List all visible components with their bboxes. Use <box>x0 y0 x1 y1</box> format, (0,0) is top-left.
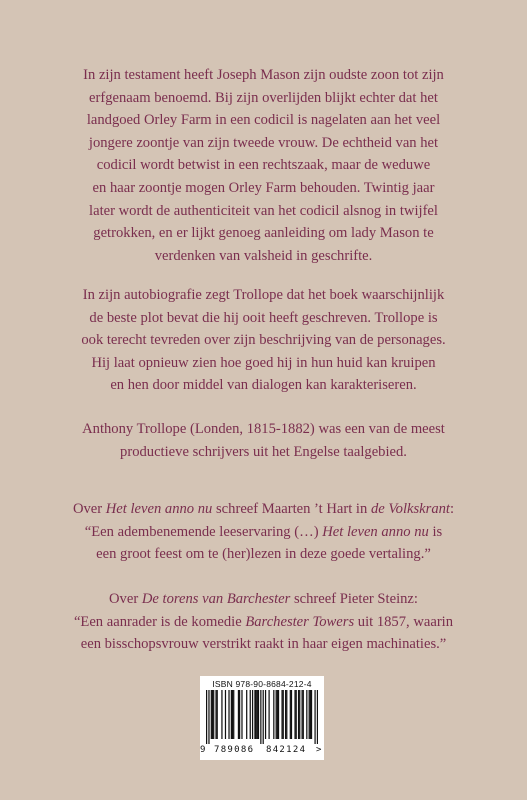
barcode-bar <box>221 690 222 739</box>
isbn-label: ISBN 978-90-8684-212-4 <box>212 679 312 689</box>
book-title: De torens van Barchester <box>141 591 291 607</box>
barcode-bar <box>306 690 307 739</box>
synopsis-line: landgoed Orley Farm in een codicil is nagelaten aan het veel <box>86 112 441 129</box>
text-run: “Een adembenemende leeservaring (…) <box>84 523 323 540</box>
book-title: Het leven anno nu <box>105 501 213 517</box>
barcode-bar <box>273 690 274 739</box>
barcode-bar <box>285 690 286 739</box>
barcode-bar <box>252 690 253 739</box>
autobiography-line: en hen door middel van dialogen kan karakteriseren. <box>110 377 417 394</box>
text-run: schreef Pieter Steinz: <box>290 591 418 607</box>
barcode-bar <box>257 690 258 739</box>
barcode-bar <box>232 690 233 739</box>
author-bio-line: Anthony Trollope (Londen, 1815-1882) was een van de meest <box>82 421 445 437</box>
barcode-bar <box>276 690 277 739</box>
synopsis-line: jongere zoontje van zijn tweede vrouw. De echtheid van het <box>88 134 439 151</box>
quote-attribution <box>30 498 497 521</box>
barcode-bar <box>206 690 207 744</box>
barcode-bar <box>277 690 278 739</box>
barcode-bar <box>291 690 292 739</box>
barcode-bar <box>290 690 291 739</box>
barcode-bar <box>286 690 287 739</box>
barcode-bar <box>217 690 218 739</box>
barcode-bar <box>294 690 295 739</box>
barcode-bar <box>299 690 300 739</box>
ean-right-group: 842124 <box>266 745 307 755</box>
barcode-bar <box>278 690 279 739</box>
quote-text-line <box>30 611 497 634</box>
newspaper-name: de Volkskrant <box>370 501 450 517</box>
quote-text-line: een groot feest om te (her)lezen in deze goede vertaling.” <box>96 546 431 563</box>
book-title: Het leven anno nu <box>322 523 429 540</box>
barcode-bar <box>215 690 216 739</box>
barcode-bar <box>246 690 247 739</box>
barcode-bar <box>298 690 299 739</box>
autobiography-line: Hij laat opnieuw zien hoe goed hij in hun huid kan kruipen <box>91 354 436 371</box>
synopsis-line: In zijn testament heeft Joseph Mason zijn oudste zoon tot zijn <box>83 67 444 83</box>
author-bio-line: productieve schrijvers uit het Engelse taalgebied. <box>120 443 407 460</box>
barcode-bar <box>231 690 232 739</box>
barcode-bar <box>250 690 251 739</box>
isbn-barcode <box>200 676 324 760</box>
text-run: schreef Maarten ’t Hart in <box>212 501 371 517</box>
barcode-bar <box>268 690 269 739</box>
barcode-bar <box>311 690 312 739</box>
autobiography-line: de beste plot bevat die hij ooit heeft geschreven. Trollope is <box>89 309 438 326</box>
barcode-bar <box>303 690 304 739</box>
text-run: Over <box>72 501 106 517</box>
barcode-bar <box>317 690 318 744</box>
barcode-bar <box>225 690 226 739</box>
autobiography-line: ook terecht tevreden over zijn beschrijving van de personages. <box>81 332 446 349</box>
barcode-bar <box>260 690 261 744</box>
quote-text-line: een bisschopsvrouw verstrikt raakt in haar eigen machinaties.” <box>80 636 447 653</box>
barcode-bar <box>265 690 266 739</box>
ean-left-group: 789086 <box>214 745 255 755</box>
barcode-bar <box>213 690 214 739</box>
barcode-bar <box>239 690 240 739</box>
barcode-bar <box>301 690 302 739</box>
barcode-bar <box>211 690 212 739</box>
barcode-bar <box>309 690 310 739</box>
barcode-bar <box>281 690 282 739</box>
barcode-bar <box>238 690 239 739</box>
synopsis-line: codicil wordt betwist in een rechtszaak, maar de weduwe <box>96 157 431 174</box>
text-run: “Een aanrader is de komedie <box>73 613 246 630</box>
synopsis-line: getrokken, en er lijkt genoeg aanleiding om lady Mason te <box>93 225 434 242</box>
barcode-bar <box>241 690 242 739</box>
barcode-bar <box>310 690 311 739</box>
barcode-bar <box>263 690 264 744</box>
barcode-bar <box>212 690 213 739</box>
ean-first-digit: 9 <box>200 745 206 755</box>
ean-quiet-mark: > <box>316 745 322 755</box>
text-run: is <box>428 523 443 540</box>
autobiography-line: In zijn autobiografie zegt Trollope dat het boek waarschijnlijk <box>82 287 445 303</box>
quote-text-line <box>30 521 497 544</box>
synopsis-line: verdenken van valsheid in geschrifte. <box>154 247 373 264</box>
barcode-bar <box>296 690 297 739</box>
barcode-bar <box>256 690 257 739</box>
autobiography-paragraph <box>30 284 497 397</box>
barcode-bar <box>233 690 234 739</box>
text-run: uit 1857, waarin <box>354 613 454 630</box>
text-run: Over <box>109 591 142 607</box>
barcode-bar <box>208 690 209 744</box>
synopsis-paragraph <box>30 64 497 267</box>
barcode-bar <box>254 690 255 739</box>
author-bio-paragraph <box>30 418 497 463</box>
barcode-bar <box>228 690 229 739</box>
barcode-bar <box>258 690 259 739</box>
text-run: : <box>449 501 455 517</box>
synopsis-line: later wordt de authenticiteit van het codicil alsnog in twijfel <box>89 202 438 219</box>
synopsis-line: en haar zoontje mogen Orley Farm behouden. Twintig jaar <box>92 179 435 196</box>
synopsis-line: erfgenaam benoemd. Bij zijn overlijden blijkt echter dat het <box>89 89 438 106</box>
quote-attribution <box>30 588 497 611</box>
barcode-bar <box>314 690 315 744</box>
book-title: Barchester Towers <box>245 613 355 630</box>
barcode-bar <box>283 690 284 739</box>
review-quote-volkskrant <box>30 498 497 566</box>
review-quote-steinz <box>30 588 497 656</box>
barcode-bars <box>206 690 318 744</box>
